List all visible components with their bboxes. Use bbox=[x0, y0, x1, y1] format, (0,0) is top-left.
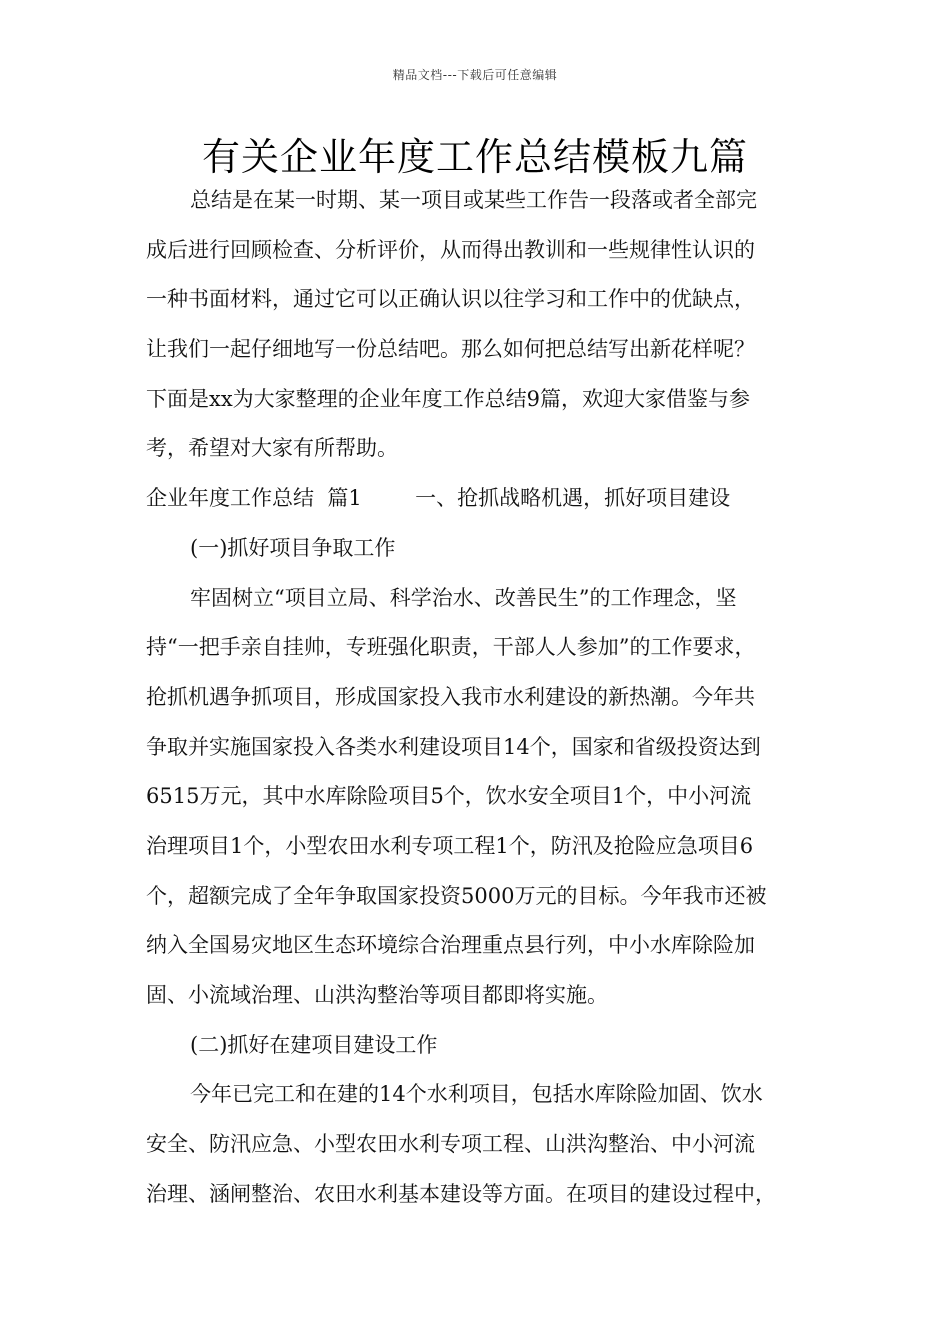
body-text-line: 下面是xx为大家整理的企业年度工作总结9篇，欢迎大家借鉴与参 bbox=[146, 386, 751, 411]
body-text-line: 牢固树立“项目立局、科学治水、改善民生”的工作理念，坚 bbox=[190, 585, 737, 610]
body-text-line: 企业年度工作总结 篇1 一、抢抓战略机遇，抓好项目建设 bbox=[146, 486, 731, 511]
body-text-line: 抢抓机遇争抓项目，形成国家投入我市水利建设的新热潮。今年共 bbox=[146, 684, 755, 709]
body-text-line: 6515万元，其中水库除险项目5个，饮水安全项目1个，中小河流 bbox=[146, 784, 752, 809]
page-header: 精品文档---下载后可任意编辑 bbox=[392, 68, 558, 82]
body-text-line: 纳入全国易灾地区生态环境综合治理重点县行列，中小水库除险加 bbox=[146, 933, 755, 958]
body-text-line: 成后进行回顾检查、分析评价，从而得出教训和一些规律性认识的 bbox=[146, 237, 755, 262]
body-text-line: 争取并实施国家投入各类水利建设项目14个，国家和省级投资达到 bbox=[146, 734, 761, 759]
body-text-line: (一)抓好项目争取工作 bbox=[190, 535, 396, 560]
body-text-line: 今年已完工和在建的14个水利项目，包括水库除险加固、饮水 bbox=[190, 1082, 763, 1107]
document-title: 有关企业年度工作总结模板九篇 bbox=[201, 135, 748, 179]
body-text-line: 固、小流域治理、山洪沟整治等项目都即将实施。 bbox=[146, 983, 608, 1007]
body-text-line: 持“一把手亲自挂帅，专班强化职责，干部人人参加”的工作要求， bbox=[146, 635, 756, 660]
body-text-line: 考，希望对大家有所帮助。 bbox=[146, 436, 398, 461]
body-text-line: 总结是在某一时期、某一项目或某些工作告一段落或者全部完 bbox=[190, 188, 757, 212]
body-text-line: (二)抓好在建项目建设工作 bbox=[190, 1032, 438, 1057]
body-text-line: 安全、防汛应急、小型农田水利专项工程、山洪沟整治、中小河流 bbox=[146, 1132, 755, 1157]
body-text-line: 治理、涵闸整治、农田水利基本建设等方面。在项目的建设过程中， bbox=[146, 1181, 776, 1206]
body-text-line: 个，超额完成了全年争取国家投资5000万元的目标。今年我市还被 bbox=[146, 883, 767, 908]
body-text-line: 让我们一起仔细地写一份总结吧。那么如何把总结写出新花样呢？ bbox=[146, 337, 755, 362]
body-text-line: 治理项目1个，小型农田水利专项工程1个，防汛及抢险应急项目6 bbox=[146, 833, 754, 858]
document-body bbox=[146, 176, 816, 1219]
body-text-line: 一种书面材料，通过它可以正确认识以往学习和工作中的优缺点， bbox=[146, 287, 755, 312]
